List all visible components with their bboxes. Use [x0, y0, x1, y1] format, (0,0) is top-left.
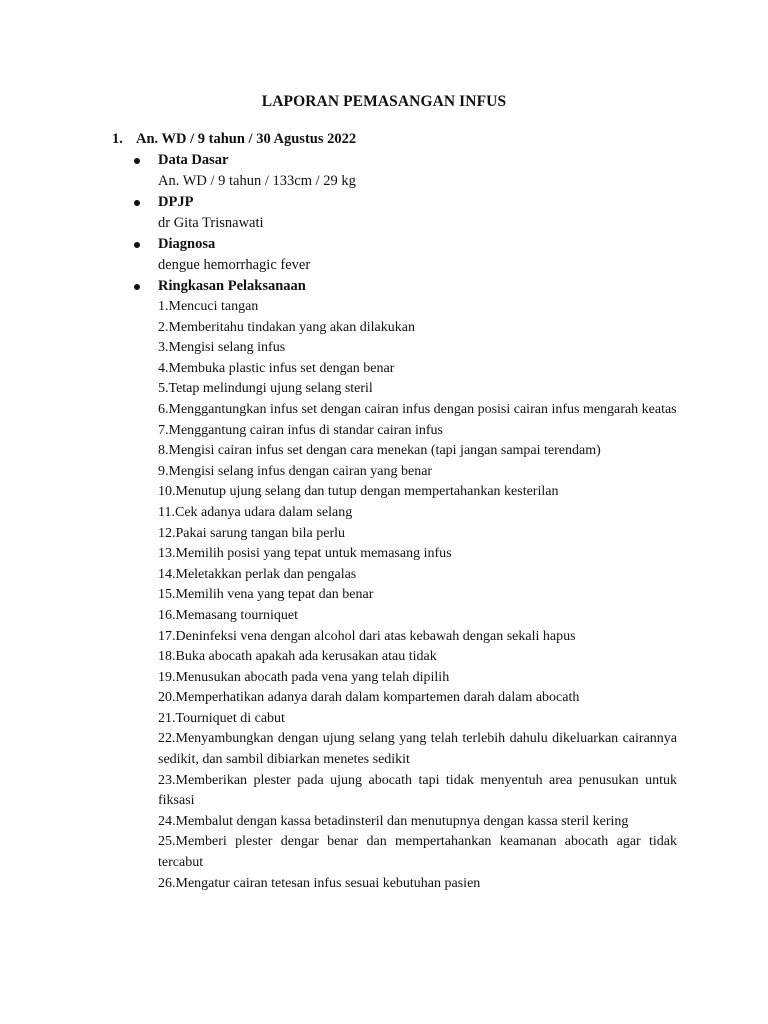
document-title: LAPORAN PEMASANGAN INFUS — [261, 93, 507, 110]
procedure-step: 16.Memasang tourniquet — [158, 607, 298, 623]
section-label: DPJP — [158, 194, 194, 210]
section-label: Data Dasar — [158, 152, 229, 168]
bullet-icon — [134, 158, 140, 164]
procedure-step: 4.Membuka plastic infus set dengan benar — [158, 360, 395, 376]
procedure-step: 25.Memberi plester dengar benar dan mempertahankan keamanan abocath agar tidak tercabut — [158, 834, 677, 871]
procedure-step: 21.Tourniquet di cabut — [158, 710, 285, 726]
case-heading — [112, 129, 682, 150]
bullet-icon — [134, 242, 140, 248]
procedure-step: 22.Menyambungkan dengan ujung selang yang telah terlebih dahulu dikeluarkan cairannya sedikit, dan sambil dibiarkan menetes sedikit — [158, 731, 677, 768]
section-data-dasar — [112, 150, 682, 192]
procedure-step: 17.Deninfeksi vena dengan alcohol dari atas kebawah dengan sekali hapus — [158, 628, 576, 644]
procedure-step: 23.Memberikan plester pada ujung abocath tapi tidak menyentuh area penusukan untuk fiksasi — [158, 772, 677, 809]
procedure-step: 24.Membalut dengan kassa betadinsteril dan menutupnya dengan kassa steril kering — [158, 813, 629, 829]
section-label: Diagnosa — [158, 236, 216, 252]
procedure-step: 14.Meletakkan perlak dan pengalas — [158, 566, 357, 582]
case-heading-text: An. WD / 9 tahun / 30 Agustus 2022 — [136, 131, 357, 147]
procedure-step: 15.Memilih vena yang tepat dan benar — [158, 587, 374, 603]
procedure-step: 1.Mencuci tangan — [158, 299, 259, 314]
procedure-step: 20.Memperhatikan adanya darah dalam kompartemen darah dalam abocath — [158, 690, 580, 706]
procedure-step: 19.Menusukan abocath pada vena yang telah dipilih — [158, 669, 450, 685]
procedure-step: 7.Menggantung cairan infus di standar cairan infus — [158, 422, 443, 438]
procedure-step: 3.Mengisi selang infus — [158, 340, 286, 356]
procedure-step: 5.Tetap melindungi ujung selang steril — [158, 381, 373, 397]
section-dpjp — [112, 192, 682, 234]
procedure-step: 12.Pakai sarung tangan bila perlu — [158, 525, 346, 541]
section-diagnosa — [112, 234, 682, 276]
section-value: dr Gita Trisnawati — [158, 215, 264, 231]
bullet-icon — [134, 200, 140, 206]
section-label: Ringkasan Pelaksanaan — [158, 278, 306, 294]
procedure-step: 8.Mengisi cairan infus set dengan cara menekan (tapi jangan sampai terendam) — [158, 443, 601, 459]
procedure-step: 18.Buka abocath apakah ada kerusakan atau tidak — [158, 649, 437, 665]
procedure-step: 13.Memilih posisi yang tepat untuk memasang infus — [158, 546, 452, 562]
bullet-icon — [134, 284, 140, 290]
procedure-step: 10.Menutup ujung selang dan tutup dengan mempertahankan kesterilan — [158, 484, 559, 500]
case-entry — [112, 129, 682, 894]
procedure-step: 6.Menggantungkan infus set dengan cairan infus dengan posisi cairan infus mengarah keatas — [158, 401, 677, 417]
procedure-step: 26.Mengatur cairan tetesan infus sesuai kebutuhan pasien — [158, 875, 481, 891]
case-number: 1. — [112, 131, 123, 147]
procedure-step: 9.Mengisi selang infus dengan cairan yang benar — [158, 463, 433, 479]
section-value: dengue hemorrhagic fever — [158, 257, 311, 273]
section-ringkasan-pelaksanaan — [112, 276, 682, 894]
procedure-steps-list — [158, 297, 677, 894]
section-value: An. WD / 9 tahun / 133cm / 29 kg — [158, 173, 356, 189]
procedure-step: 2.Memberitahu tindakan yang akan dilakukan — [158, 319, 415, 335]
procedure-step: 11.Cek adanya udara dalam selang — [158, 504, 353, 520]
